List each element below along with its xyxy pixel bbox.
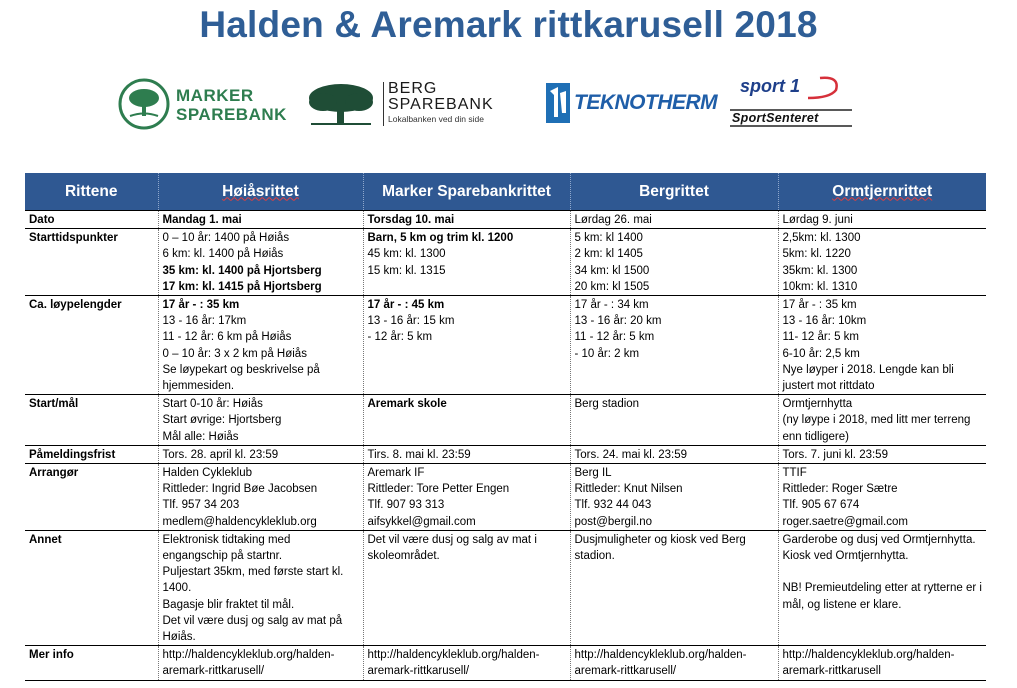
table-cell xyxy=(363,211,570,229)
table-row xyxy=(25,296,986,395)
berg-logo-line1: BERG xyxy=(388,80,438,97)
table-cell xyxy=(363,464,570,531)
cell-line: http://haldencykleklub.org/halden-aremark-rittkarusell xyxy=(782,649,955,678)
table-cell xyxy=(778,445,986,463)
table-cell xyxy=(570,211,778,229)
cell-line: NB! Premieutdeling etter at rytterne er i mål, og listene er klare. xyxy=(782,582,982,611)
cell-line: Elektronisk tidtaking med engangschip på startnr. xyxy=(162,533,291,563)
header-hoiasrittet-label: Høiåsrittet xyxy=(222,182,299,200)
cell-line: Rittleder: Tore Petter Engen xyxy=(367,483,510,496)
cell-line: Bagasje blir fraktet til mål. xyxy=(162,598,295,611)
cell-line: Barn, 5 km og trim kl. 1200 xyxy=(367,232,514,245)
cell-line: Mandag 1. mai xyxy=(162,214,242,226)
header-marker-sparebankrittet: Marker Sparebankrittet xyxy=(363,173,570,211)
page-title: Halden & Aremark rittkarusell 2018 xyxy=(199,4,818,45)
cell-line: 5km: kl. 1220 xyxy=(782,248,851,261)
cell-line: Garderobe og dusj ved Ormtjernhytta. xyxy=(782,533,976,546)
cell-line: (ny løype i 2018, med litt mer terreng enn tidligere) xyxy=(782,414,971,443)
table-cell xyxy=(158,395,363,446)
marker-logo-line1: MARKER xyxy=(176,86,254,105)
cell-line: - 10 år: 2 km xyxy=(574,347,640,360)
teknotherm-mark-icon xyxy=(546,83,570,123)
sport1-line1: sport 1 xyxy=(740,76,801,96)
table-row xyxy=(25,445,986,463)
row-label: Ca. løypelengder xyxy=(25,296,158,395)
cell-line: Start 0-10 år: Høiås xyxy=(162,398,263,411)
cell-line: 17 år - : 34 km xyxy=(574,299,649,312)
cell-line: 5 km: kl 1400 xyxy=(574,232,643,245)
table-cell xyxy=(158,296,363,395)
cell-line: Rittleder: Roger Sætre xyxy=(782,483,898,496)
cell-line: Lørdag 9. juni xyxy=(782,214,853,226)
header-ormtjernrittet xyxy=(778,173,986,211)
cell-line: Det vil være dusj og salg av mat i skoleområdet. xyxy=(367,533,537,563)
cell-line: Tlf. 907 93 313 xyxy=(367,499,445,512)
table-cell xyxy=(778,646,986,680)
table-cell xyxy=(778,395,986,446)
cell-line: aifsykkel@gmail.com xyxy=(367,515,476,528)
cell-line: 6-10 år: 2,5 km xyxy=(782,347,860,360)
cell-line: Rittleder: Knut Nilsen xyxy=(574,483,683,496)
row-label: Påmeldingsfrist xyxy=(25,445,158,463)
cell-line: Berg IL xyxy=(574,467,612,480)
cell-line: medlem@haldencykleklub.org xyxy=(162,515,317,528)
cell-line: 0 – 10 år: 3 x 2 km på Høiås xyxy=(162,347,307,360)
table-row xyxy=(25,530,986,645)
berg-logo-divider xyxy=(383,82,384,126)
cell-line: 35km: kl. 1300 xyxy=(782,264,858,277)
row-label: Arrangør xyxy=(25,464,158,531)
cell-line: Tirs. 8. mai kl. 23:59 xyxy=(367,448,471,461)
cell-line: Kiosk ved Ormtjernhytta. xyxy=(782,550,909,563)
sport1-logo xyxy=(724,74,859,132)
table-cell xyxy=(363,445,570,463)
cell-line: post@bergil.no xyxy=(574,515,653,528)
table-cell xyxy=(363,646,570,680)
table-cell xyxy=(778,530,986,645)
cell-line: 2,5km: kl. 1300 xyxy=(782,232,861,245)
cell-line: Aremark IF xyxy=(367,467,425,480)
table-cell xyxy=(363,296,570,395)
cell-line: Mål alle: Høiås xyxy=(162,430,239,443)
cell-line: TTIF xyxy=(782,467,807,480)
berg-logo-line2: SPAREBANK xyxy=(388,96,494,113)
cell-line: http://haldencykleklub.org/halden-aremark-rittkarusell/ xyxy=(367,649,540,678)
row-label: Start/mål xyxy=(25,395,158,446)
cell-line: - 12 år: 5 km xyxy=(367,331,433,344)
header-bergrittet: Bergrittet xyxy=(570,173,778,211)
cell-line: Det vil være dusj og salg av mat på Høiås. xyxy=(162,614,343,644)
cell-line: 35 km: kl. 1400 på Hjortsberg xyxy=(162,264,322,277)
race-schedule-table xyxy=(25,173,986,681)
header-rittene: Rittene xyxy=(25,173,158,211)
berg-sparebank-logo xyxy=(305,78,525,130)
cell-line: Tors. 24. mai kl. 23:59 xyxy=(574,448,687,461)
table-cell xyxy=(158,211,363,229)
cell-line: 17 år - : 45 km xyxy=(367,299,445,312)
table-row xyxy=(25,211,986,229)
table-cell xyxy=(778,296,986,395)
table-row xyxy=(25,646,986,680)
table-cell xyxy=(570,464,778,531)
table-row xyxy=(25,395,986,446)
cell-line: Lørdag 26. mai xyxy=(574,214,652,226)
berg-logo-tagline: Lokalbanken ved din side xyxy=(388,114,484,124)
header-ormtjernrittet-label: Ormtjernrittet xyxy=(832,182,933,200)
table-cell xyxy=(158,530,363,645)
cell-line: 11- 12 år: 5 km xyxy=(782,331,859,344)
cell-line: 15 km: kl. 1315 xyxy=(367,264,446,277)
cell-line: 2 km: kl 1405 xyxy=(574,248,643,261)
teknotherm-name: TEKNOTHERM xyxy=(574,91,718,114)
cell-line: http://haldencykleklub.org/halden-aremark-rittkarusell/ xyxy=(574,649,747,678)
cell-line: roger.saetre@gmail.com xyxy=(782,515,908,528)
cell-line: Tors. 7. juni kl. 23:59 xyxy=(782,448,888,461)
cell-line: Tors. 28. april kl. 23:59 xyxy=(162,448,279,461)
table-row xyxy=(25,464,986,531)
cell-line: Halden Cykleklub xyxy=(162,467,252,480)
cell-line: 11 - 12 år: 6 km på Høiås xyxy=(162,331,292,344)
marker-sparebank-logo xyxy=(118,78,288,130)
marker-logo-line2: SPAREBANK xyxy=(176,105,287,124)
cell-line: Nye løyper i 2018. Lengde kan bli justert mot rittdato xyxy=(782,363,954,393)
cell-line: Tlf. 905 67 674 xyxy=(782,499,860,512)
table-cell xyxy=(570,646,778,680)
tree-icon xyxy=(118,78,170,130)
row-label: Annet xyxy=(25,530,158,645)
cell-line: Tlf. 957 34 203 xyxy=(162,499,240,512)
table-cell xyxy=(158,229,363,296)
cell-line: 13 - 16 år: 10km xyxy=(782,315,867,328)
cell-line: 45 km: kl. 1300 xyxy=(367,248,446,261)
table-cell xyxy=(363,395,570,446)
cell-line: Tlf. 932 44 043 xyxy=(574,499,652,512)
cell-line: Rittleder: Ingrid Bøe Jacobsen xyxy=(162,483,318,496)
cell-line: 34 km: kl 1500 xyxy=(574,264,650,277)
cell-line: Se løypekart og beskrivelse på hjemmesiden. xyxy=(162,363,320,393)
table-cell xyxy=(570,530,778,645)
cell-line: Start øvrige: Hjortsberg xyxy=(162,414,282,427)
table-cell xyxy=(158,646,363,680)
cell-line: 6 km: kl. 1400 på Høiås xyxy=(162,248,284,261)
table-cell xyxy=(570,229,778,296)
table-cell xyxy=(570,296,778,395)
oak-tree-icon xyxy=(305,80,377,128)
cell-line: 10km: kl. 1310 xyxy=(782,280,858,293)
table-cell xyxy=(158,464,363,531)
row-label: Mer info xyxy=(25,646,158,680)
sport1-line2: SportSenteret xyxy=(732,111,819,125)
cell-line: Torsdag 10. mai xyxy=(367,214,455,226)
table-row xyxy=(25,229,986,296)
table-cell xyxy=(778,464,986,531)
row-label: Dato xyxy=(25,211,158,229)
row-label: Starttidspunkter xyxy=(25,229,158,296)
table-cell xyxy=(158,445,363,463)
table-cell xyxy=(363,229,570,296)
cell-line: 0 – 10 år: 1400 på Høiås xyxy=(162,232,290,245)
table-cell xyxy=(778,229,986,296)
cell-line: Dusjmuligheter og kiosk ved Berg stadion. xyxy=(574,533,746,563)
cell-line: Berg stadion xyxy=(574,398,640,411)
cell-line: 13 - 16 år: 20 km xyxy=(574,315,662,328)
cell-line: 20 km: kl 1505 xyxy=(574,280,650,293)
cell-line: 17 år - : 35 km xyxy=(782,299,857,312)
cell-line: 17 km: kl. 1415 på Hjortsberg xyxy=(162,280,322,293)
cell-line xyxy=(783,564,983,580)
cell-line: 11 - 12 år: 5 km xyxy=(574,331,655,344)
table-header-row xyxy=(25,173,986,211)
cell-line: Puljestart 35km, med første start kl. 1400. xyxy=(162,566,344,595)
cell-line: 17 år - : 35 km xyxy=(162,299,240,312)
header-hoiasrittet xyxy=(158,173,363,211)
cell-line: 13 - 16 år: 17km xyxy=(162,315,247,328)
cell-line: Ormtjernhytta xyxy=(782,398,853,411)
cell-line: http://haldencykleklub.org/halden-aremark-rittkarusell/ xyxy=(162,649,335,678)
table-cell xyxy=(363,530,570,645)
cell-line: 13 - 16 år: 15 km xyxy=(367,315,455,328)
table-cell xyxy=(570,395,778,446)
table-cell xyxy=(570,445,778,463)
teknotherm-logo xyxy=(546,83,718,125)
table-cell xyxy=(778,211,986,229)
cell-line: Aremark skole xyxy=(367,398,447,411)
